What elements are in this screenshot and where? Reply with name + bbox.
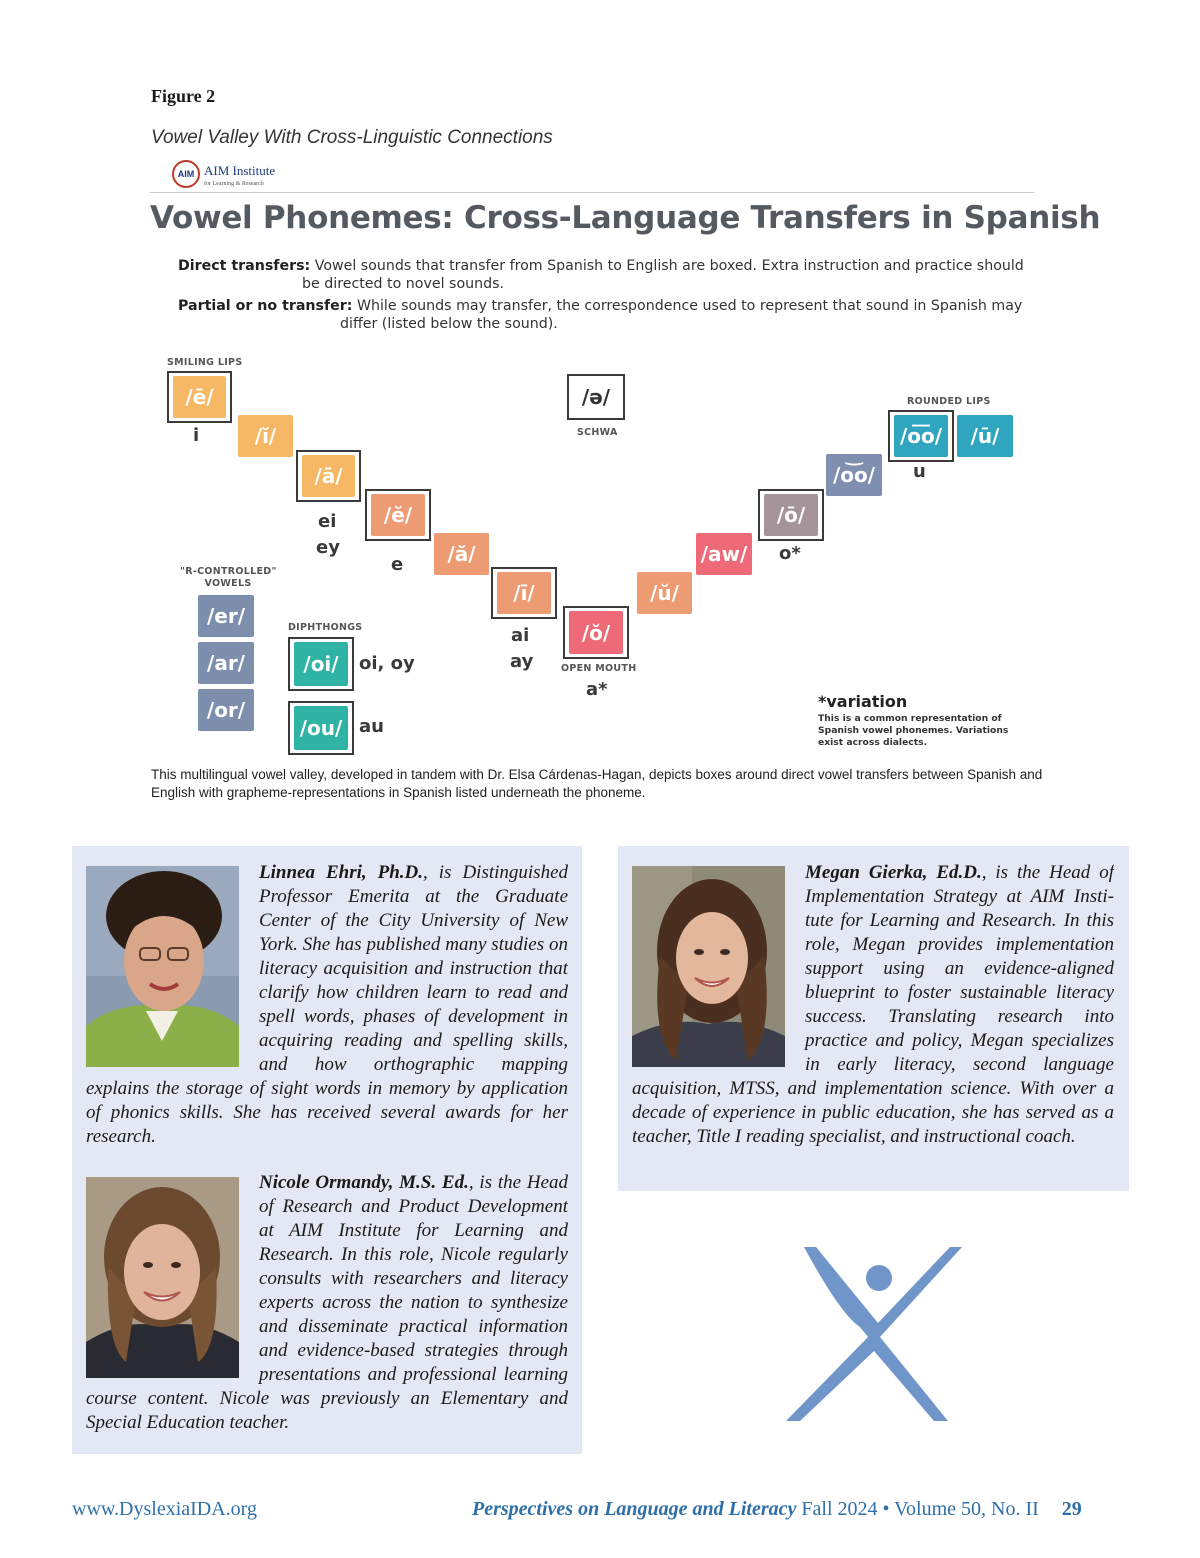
aim-wordmark	[204, 162, 275, 187]
ida-figure-logo	[786, 1245, 964, 1423]
legend-direct	[178, 257, 1028, 293]
footer-website[interactable]: www.DyslexiaIDA.org	[72, 1498, 257, 1520]
grapheme-ou: au	[359, 716, 384, 737]
figure-caption: This multilingual vowel valley, developed in tandem with Dr. Elsa Cárdenas-Hagan, depicts boxes around direct vowel transfers between Spanish and English with grapheme-representations in Spanish listed underneath the phoneme.	[151, 767, 1043, 800]
footer-publication-line	[472, 1498, 1082, 1521]
phoneme-ou: /ou/	[294, 706, 348, 750]
phoneme-schwa: /ə/	[571, 378, 621, 416]
phoneme-short-a: /ă/	[434, 533, 489, 575]
aim-badge-icon: AIM	[172, 160, 200, 188]
phoneme-aw: /aw/	[696, 533, 752, 575]
grapheme-long-a-2: ey	[316, 537, 340, 558]
phoneme-er: /er/	[198, 595, 254, 637]
phoneme-long-a: /ā/	[302, 455, 355, 497]
photo-wrap-space	[86, 861, 259, 1077]
grapheme-long-e: i	[193, 425, 200, 446]
aim-org-name: AIM Institute	[204, 162, 276, 178]
variation-note: This is a common representation of Spanish vowel phonemes. Variations exist across dialects.	[818, 713, 1009, 748]
grapheme-long-o: o*	[779, 543, 801, 564]
label-r-controlled-line2: VOWELS	[204, 578, 252, 589]
legend-partial-term: Partial or no transfer:	[178, 298, 353, 314]
legend-partial	[178, 297, 1028, 333]
phoneme-long-o: /ō/	[764, 494, 818, 536]
grapheme-long-a-1: ei	[318, 511, 337, 532]
grapheme-short-e: e	[391, 554, 404, 575]
bio-gierka-text: , is the Head of Implementation Strategy at AIM Institute for Learning and Research. In this role, Megan provides implementation support using an evidence-aligned blueprint to foster sustainable literacy success. Translating research into practice and policy, Megan specializes in early literacy, second language acquisition, MTSS, and implementation science. With over a decade of experience in public education, she has served as a teacher, Title I reading specialist, and instructional coach.	[632, 862, 1114, 1147]
photo-wrap-space	[86, 1171, 259, 1387]
phoneme-long-e: /ē/	[173, 376, 226, 418]
grapheme-short-o: a*	[586, 679, 608, 700]
label-r-controlled-line1: "R-CONTROLLED"	[180, 566, 277, 577]
label-r-controlled	[180, 566, 276, 590]
phoneme-short-i: /ĭ/	[238, 415, 293, 457]
label-diphthongs: DIPHTHONGS	[288, 622, 363, 633]
aim-tagline: for Learning & Research	[204, 180, 264, 187]
phoneme-short-u: /ŭ/	[637, 572, 692, 614]
phoneme-or: /or/	[198, 689, 254, 731]
footer-publication: Perspectives on Language and Literacy	[472, 1498, 797, 1520]
phoneme-short-e: /ĕ/	[371, 494, 425, 536]
label-smiling-lips: SMILING LIPS	[167, 357, 243, 368]
bio-ormandy	[86, 1171, 568, 1441]
phoneme-long-u: /ū/	[957, 415, 1013, 457]
figure-title: Vowel Valley With Cross-Linguistic Connections	[151, 127, 553, 148]
label-open-mouth: OPEN MOUTH	[561, 663, 637, 674]
phoneme-long-i: /ī/	[497, 572, 551, 614]
variation-title: *variation	[818, 692, 908, 711]
grapheme-long-oo: u	[913, 461, 926, 482]
photo-wrap-space	[632, 861, 805, 1077]
bio-gierka-name: Megan Gierka, Ed.D.	[805, 862, 982, 883]
grapheme-long-i-2: ay	[510, 651, 534, 672]
bio-ormandy-text: , is the Head of Research and Product Development at AIM Institute for Learning and Research. In this role, Nicole regularly consults with researchers and literacy experts across the nation to synthesize and disseminate practical information and evidence-based strategies through presentations and professional learning course content. Nicole was previously an Elementary and Special Education teacher.	[86, 1172, 568, 1433]
phoneme-oi: /oi/	[294, 642, 348, 686]
vowel-valley-heading: Vowel Phonemes: Cross-Language Transfers in Spanish	[150, 200, 1101, 236]
legend-direct-term: Direct transfers:	[178, 258, 311, 274]
bio-ormandy-name: Nicole Ormandy, M.S. Ed.	[259, 1172, 469, 1193]
phoneme-ar: /ar/	[198, 642, 254, 684]
legend-direct-text: Vowel sounds that transfer from Spanish to English are boxed. Extra instruction and practice should	[314, 258, 1024, 274]
legend-partial-text-2: differ (listed below the sound).	[340, 316, 558, 332]
footer-issue: Fall 2024 • Volume 50, No. II	[801, 1498, 1039, 1520]
grapheme-oi: oi, oy	[359, 653, 415, 674]
bio-ehri-name-inline: Linnea Ehri, Ph.D.	[259, 862, 424, 883]
aim-logo	[172, 160, 275, 188]
label-rounded-lips: ROUNDED LIPS	[907, 396, 991, 407]
phoneme-short-o: /ŏ/	[569, 611, 623, 654]
phoneme-short-oo: /o͝o/	[826, 454, 882, 496]
figure-label: Figure 2	[151, 86, 216, 106]
page-number: 29	[1061, 1498, 1082, 1520]
bio-ehri	[86, 861, 568, 1151]
legend-partial-text: While sounds may transfer, the correspondence used to represent that sound in Spanish may	[356, 298, 1023, 314]
label-schwa: SCHWA	[577, 427, 618, 438]
grapheme-long-i-1: ai	[511, 625, 530, 646]
divider	[150, 192, 1034, 193]
phoneme-long-oo: /o͞o/	[894, 415, 948, 457]
bio-ehri-text: , is Distinguished Professor Emerita at the Graduate Center of the City University of New York. She has published many studies on literacy acquisition and instruction that clarify how children learn to read and spell words, phases of development in acquiring reading and spelling skills, and how orthographic mapping explains the storage of sight words in memory by application of phonics skills. She has received several awards for her research.	[86, 862, 568, 1147]
legend-direct-text-2: be directed to novel sounds.	[302, 276, 505, 292]
bio-gierka	[632, 861, 1114, 1179]
